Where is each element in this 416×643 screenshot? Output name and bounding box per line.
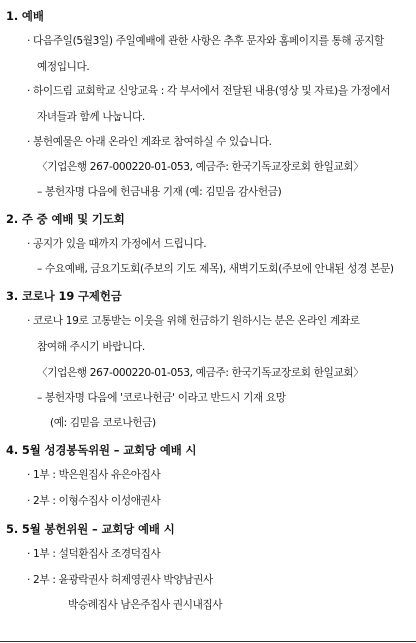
section-3-line: · 코로나 19로 고통받는 이웃을 위해 헌금하기 원하시는 분은 온라인 계좌로 [27, 315, 360, 327]
section-2-title: 2. 주 중 예배 및 기도회 [6, 212, 125, 226]
section-3-line: (예: 김믿음 코로나헌금) [50, 417, 156, 429]
section-5-title: 5. 5월 봉헌위원 – 교회당 예배 시 [6, 522, 175, 536]
section-4-title: 4. 5월 성경봉독위원 – 교회당 예배 시 [6, 443, 197, 457]
section-1-title: 1. 예배 [6, 9, 44, 23]
section-5-line: 박승례집사 남은주집사 권시내집사 [68, 599, 223, 611]
section-4-line: · 1부 : 박은원집사 유은아집사 [27, 469, 161, 481]
section-2-line: – 수요예배, 금요기도회(주보의 기도 제목), 새벽기도회(주보에 안내된 성경 본문) [37, 263, 394, 275]
section-3-title: 3. 코로나 19 구제헌금 [6, 289, 122, 303]
section-4-line: · 2부 : 이형수집사 이성애권사 [27, 495, 161, 507]
section-1-line: · 다음주일(5월3일) 주일예배에 관한 사항은 추후 문자와 홈페이지를 통해 공지할 [27, 35, 384, 47]
section-3-line: – 봉헌자명 다음에 '코로나헌금' 이라고 반드시 기재 요망 [37, 392, 286, 404]
section-2-line: · 공지가 있을 때까지 가정에서 드립니다. [27, 238, 207, 250]
section-1-line: 예정입니다. [37, 61, 90, 73]
bottom-rule [0, 641, 416, 642]
bank-account-info: 〈기업은행 267-000220-01-053, 예금주: 한국기독교장로회 한일교회〉 [37, 367, 364, 379]
section-5-line: · 1부 : 설덕환집사 조경덕집사 [27, 548, 161, 560]
section-1-line: · 봉헌예물은 아래 온라인 계좌로 참여하실 수 있습니다. [27, 136, 272, 148]
section-5-line: · 2부 : 윤광락권사 허제영권사 박양남권사 [27, 574, 213, 586]
section-1-line: 자녀들과 함께 나눕니다. [37, 111, 145, 123]
section-1-line: – 봉헌자명 다음에 헌금내용 기재 (예: 김믿음 감사헌금) [37, 186, 282, 198]
section-1-line: · 하이드림 교회학교 신앙교육 : 각 부서에서 전달된 내용(영상 및 자료)을 가정에서 [27, 85, 391, 97]
section-3-line: 참여해 주시기 바랍니다. [37, 341, 145, 353]
bank-account-info: 〈기업은행 267-000220-01-053, 예금주: 한국기독교장로회 한일교회〉 [37, 161, 364, 173]
